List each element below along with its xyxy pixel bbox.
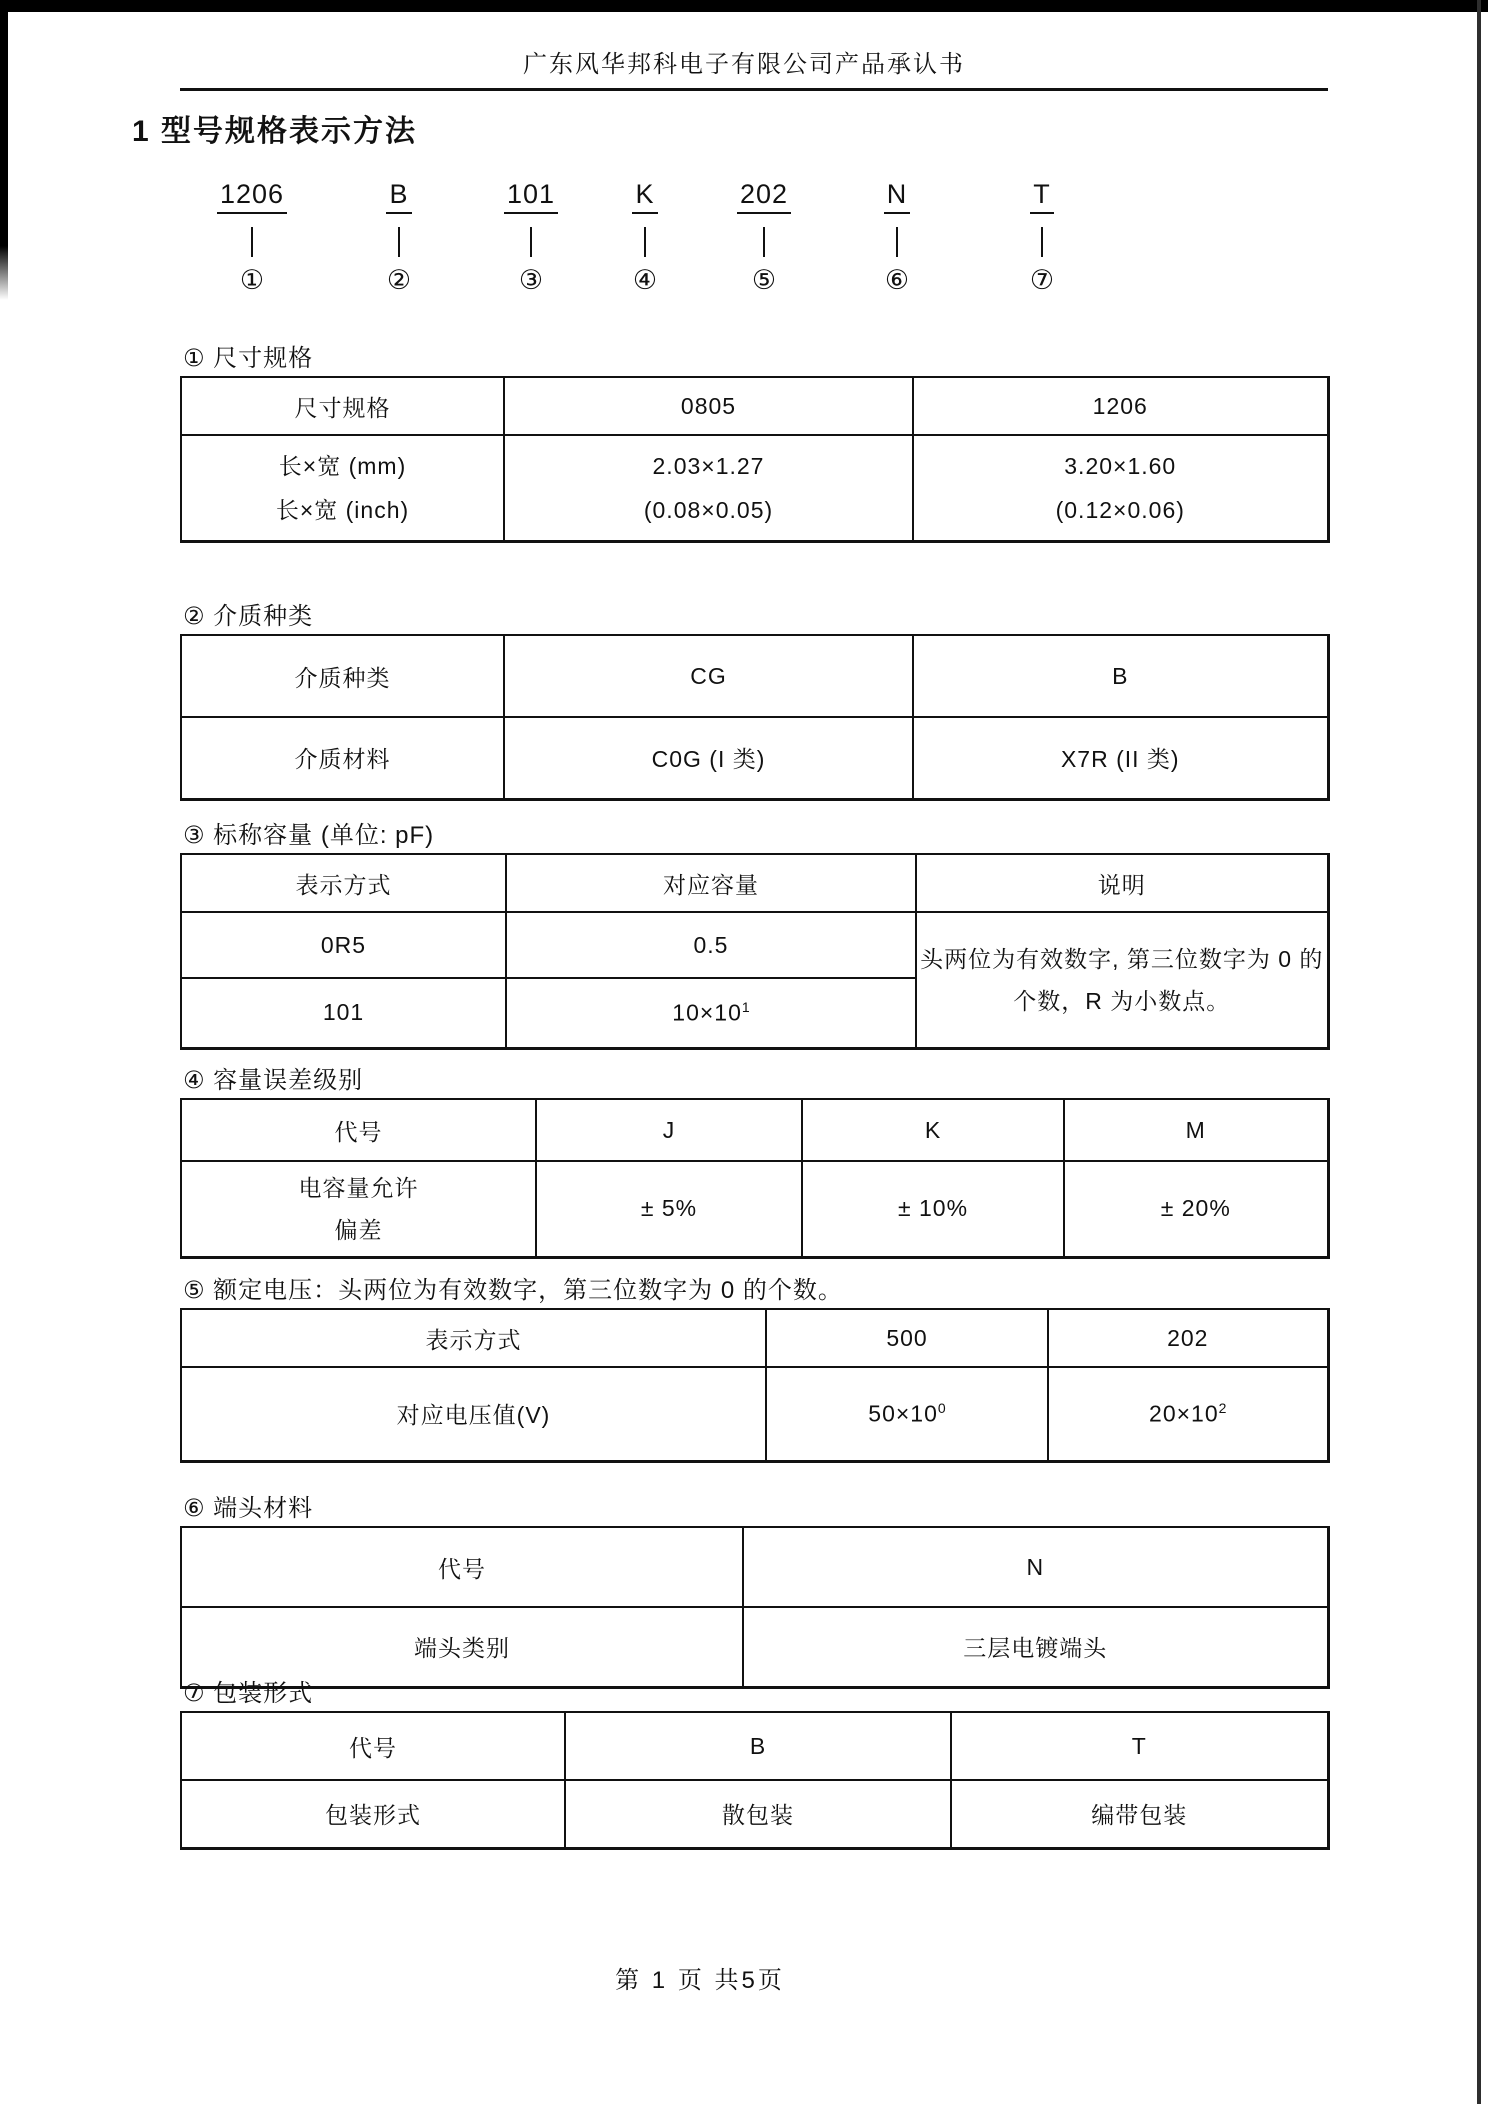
table-cell: 尺寸规格 bbox=[181, 377, 504, 435]
table-cell: 三层电镀端头 bbox=[743, 1607, 1328, 1687]
value-base: 10×10 bbox=[672, 999, 742, 1026]
table-cell: X7R (II 类) bbox=[913, 717, 1328, 799]
table-cell: 表示方式 bbox=[181, 854, 506, 912]
circled-index: ① bbox=[239, 264, 265, 295]
table-row bbox=[181, 912, 1328, 978]
cell-text-line: 电容量允许 bbox=[298, 1174, 419, 1201]
table-row bbox=[181, 1780, 1328, 1848]
connector-line bbox=[530, 227, 532, 257]
value-exponent: 0 bbox=[937, 1399, 946, 1416]
connector-line bbox=[251, 227, 253, 257]
cell-text-line: 2.03×1.27 bbox=[652, 452, 765, 479]
table-cell: 代号 bbox=[181, 1527, 743, 1607]
table-cell: 编带包装 bbox=[951, 1780, 1328, 1848]
code-segment-1 bbox=[182, 180, 322, 294]
cell-text-line: (0.08×0.05) bbox=[643, 496, 774, 523]
table-row bbox=[181, 435, 1328, 541]
table-row bbox=[181, 377, 1328, 435]
table-cell: 散包装 bbox=[565, 1780, 951, 1848]
table-cell: B bbox=[913, 635, 1328, 717]
table-row bbox=[181, 1099, 1328, 1161]
table-label-capacitance: ③ 标称容量 (单位: pF) bbox=[183, 822, 435, 849]
table-cell: 0805 bbox=[504, 377, 913, 435]
cell-text-line: (0.12×0.06) bbox=[1055, 496, 1185, 523]
table-cell bbox=[1048, 1367, 1328, 1461]
table-cell: 0R5 bbox=[181, 912, 506, 978]
table-cell: ± 20% bbox=[1064, 1161, 1328, 1257]
table-cell: 101 bbox=[181, 978, 506, 1048]
code-segment-7 bbox=[972, 180, 1112, 294]
table-cell: B bbox=[565, 1712, 951, 1780]
table-cell bbox=[504, 435, 913, 541]
connector-line bbox=[644, 227, 646, 257]
table-cell: J bbox=[536, 1099, 802, 1161]
table-cell: 代号 bbox=[181, 1099, 536, 1161]
code-value: T bbox=[1030, 180, 1054, 214]
table-cell: 端头类别 bbox=[181, 1607, 743, 1687]
table-label-termination: ⑥ 端头材料 bbox=[183, 1495, 314, 1522]
scan-edge-right bbox=[1477, 0, 1481, 2104]
table-cell: N bbox=[743, 1527, 1328, 1607]
table-cell bbox=[506, 978, 916, 1048]
tolerance-table bbox=[180, 1098, 1330, 1259]
table-row bbox=[181, 635, 1328, 717]
cell-text-line: 偏差 bbox=[334, 1216, 383, 1243]
value-base: 20×10 bbox=[1149, 1400, 1219, 1427]
table-cell: 对应容量 bbox=[506, 854, 916, 912]
table-row bbox=[181, 1712, 1328, 1780]
code-value: 202 bbox=[737, 180, 791, 214]
capacitance-table bbox=[180, 853, 1330, 1050]
table-cell: C0G (I 类) bbox=[504, 717, 913, 799]
table-cell: ± 10% bbox=[802, 1161, 1064, 1257]
table-row bbox=[181, 1309, 1328, 1367]
code-value: 101 bbox=[504, 180, 558, 214]
table-row bbox=[181, 854, 1328, 912]
table-label-packaging: ⑦ 包装形式 bbox=[183, 1680, 314, 1707]
code-segment-2 bbox=[329, 180, 469, 294]
table-cell: M bbox=[1064, 1099, 1328, 1161]
cell-text-line: 长×宽 (mm) bbox=[278, 452, 407, 479]
circled-index: ⑥ bbox=[884, 264, 910, 295]
table-row bbox=[181, 1367, 1328, 1461]
circled-index: ② bbox=[386, 264, 412, 295]
table-cell bbox=[181, 435, 504, 541]
code-segment-6 bbox=[827, 180, 967, 294]
table-label-tolerance: ④ 容量误差级别 bbox=[183, 1067, 364, 1094]
table-label-voltage: ⑤ 额定电压：头两位为有效数字，第三位数字为 0 的个数。 bbox=[183, 1277, 843, 1304]
circled-index: ⑦ bbox=[1029, 264, 1055, 295]
table-cell: 202 bbox=[1048, 1309, 1328, 1367]
circled-index: ③ bbox=[518, 264, 544, 295]
table-cell: CG bbox=[504, 635, 913, 717]
cell-text-line: 3.20×1.60 bbox=[1064, 452, 1177, 479]
scan-edge-top bbox=[0, 0, 1488, 12]
table-row bbox=[181, 717, 1328, 799]
connector-line bbox=[1041, 227, 1043, 257]
voltage-table bbox=[180, 1308, 1330, 1463]
table-cell: 0.5 bbox=[506, 912, 916, 978]
table-cell: 介质种类 bbox=[181, 635, 504, 717]
table-cell: 500 bbox=[766, 1309, 1048, 1367]
code-value: B bbox=[386, 180, 411, 214]
connector-line bbox=[763, 227, 765, 257]
table-cell: 表示方式 bbox=[181, 1309, 766, 1367]
table-row bbox=[181, 1527, 1328, 1607]
table-cell: 代号 bbox=[181, 1712, 565, 1780]
code-value: K bbox=[632, 180, 657, 214]
value-exponent: 1 bbox=[741, 998, 750, 1015]
table-label-dielectric: ② 介质种类 bbox=[183, 603, 314, 630]
table-cell: K bbox=[802, 1099, 1064, 1161]
value-exponent: 2 bbox=[1218, 1399, 1227, 1416]
table-label-size: ① 尺寸规格 bbox=[183, 345, 314, 372]
code-value: N bbox=[884, 180, 911, 214]
header-rule bbox=[180, 88, 1328, 91]
table-row bbox=[181, 1607, 1328, 1687]
table-cell bbox=[766, 1367, 1048, 1461]
connector-line bbox=[398, 227, 400, 257]
table-cell: T bbox=[951, 1712, 1328, 1780]
cell-text-line: 长×宽 (inch) bbox=[275, 496, 410, 523]
table-cell: 对应电压值(V) bbox=[181, 1367, 766, 1461]
circled-index: ④ bbox=[632, 264, 658, 295]
table-cell: 说明 bbox=[916, 854, 1328, 912]
code-segment-5 bbox=[694, 180, 834, 294]
footer-page-number: 第 1 页 共5页 bbox=[615, 1967, 785, 1994]
value-base: 50×10 bbox=[868, 1400, 938, 1427]
dielectric-table bbox=[180, 634, 1330, 801]
circled-index: ⑤ bbox=[751, 264, 777, 295]
termination-table bbox=[180, 1526, 1330, 1689]
packaging-table bbox=[180, 1711, 1330, 1850]
size-spec-table bbox=[180, 376, 1330, 543]
table-row bbox=[181, 1161, 1328, 1257]
table-cell: ± 5% bbox=[536, 1161, 802, 1257]
connector-line bbox=[896, 227, 898, 257]
table-cell: 包装形式 bbox=[181, 1780, 565, 1848]
code-value: 1206 bbox=[217, 180, 287, 214]
section-title: 1 型号规格表示方法 bbox=[132, 115, 418, 148]
table-cell: 介质材料 bbox=[181, 717, 504, 799]
table-cell bbox=[181, 1161, 536, 1257]
table-cell bbox=[913, 435, 1328, 541]
note-cell: 头两位为有效数字, 第三位数字为 0 的个数，R 为小数点。 bbox=[916, 912, 1328, 1048]
table-cell: 1206 bbox=[913, 377, 1328, 435]
document-header-title: 广东风华邦科电子有限公司产品承认书 bbox=[523, 51, 965, 78]
